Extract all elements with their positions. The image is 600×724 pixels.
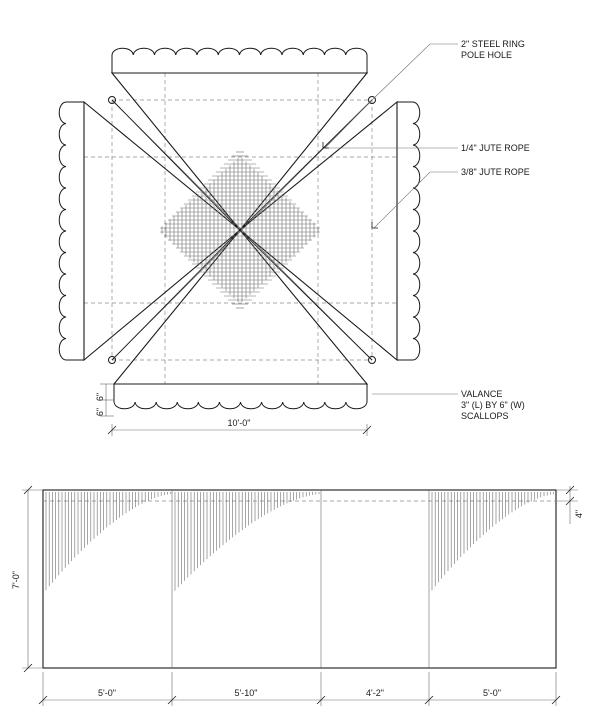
valance-dimension-b: 6" (95, 407, 105, 417)
valance-bottom-scallop (114, 384, 367, 409)
valance-dimension-a: 6" (95, 392, 105, 402)
valance-top-scallop (112, 48, 367, 73)
canopy-panel-bottom (114, 230, 367, 384)
elevation-height-dimension (22, 486, 43, 672)
leader-lines (323, 44, 458, 394)
steel-ring-label-line2: POLE HOLE (461, 50, 513, 60)
plan-width-label: 10'-0" (227, 418, 251, 428)
segment-dimension-1: 5'-0" (98, 688, 116, 698)
valance-label-line3: SCALLOPS (461, 411, 509, 421)
steel-ring-label-line1: 2" STEEL RING (461, 39, 525, 49)
canopy-panel-top (112, 73, 367, 230)
canopy-panel-right (240, 102, 397, 360)
curtain-hatch (46, 492, 554, 591)
segment-dimension-line (39, 672, 560, 706)
valance-label-line2: 3" (L) BY 6" (W) (461, 400, 525, 410)
elevation-outline (43, 490, 556, 668)
valance-drop-label: 4" (574, 509, 584, 519)
elevation-view (11, 486, 584, 706)
panel-dividers (172, 490, 429, 668)
elevation-height-label: 7'-0" (11, 571, 21, 589)
quarter-jute-rope-label: 1/4" JUTE ROPE (461, 143, 530, 153)
valance-label-line1: VALANCE (461, 389, 503, 399)
three-eighths-jute-rope-label: 3/8" JUTE ROPE (461, 167, 530, 177)
valance-right-scallop (397, 102, 420, 360)
segment-dimension-3: 4'-2" (366, 688, 384, 698)
segment-dimension-4: 5'-0" (483, 688, 501, 698)
plan-view (59, 39, 529, 436)
segment-dimension-2: 5'-10" (234, 688, 258, 698)
valance-left-scallop (59, 102, 84, 360)
